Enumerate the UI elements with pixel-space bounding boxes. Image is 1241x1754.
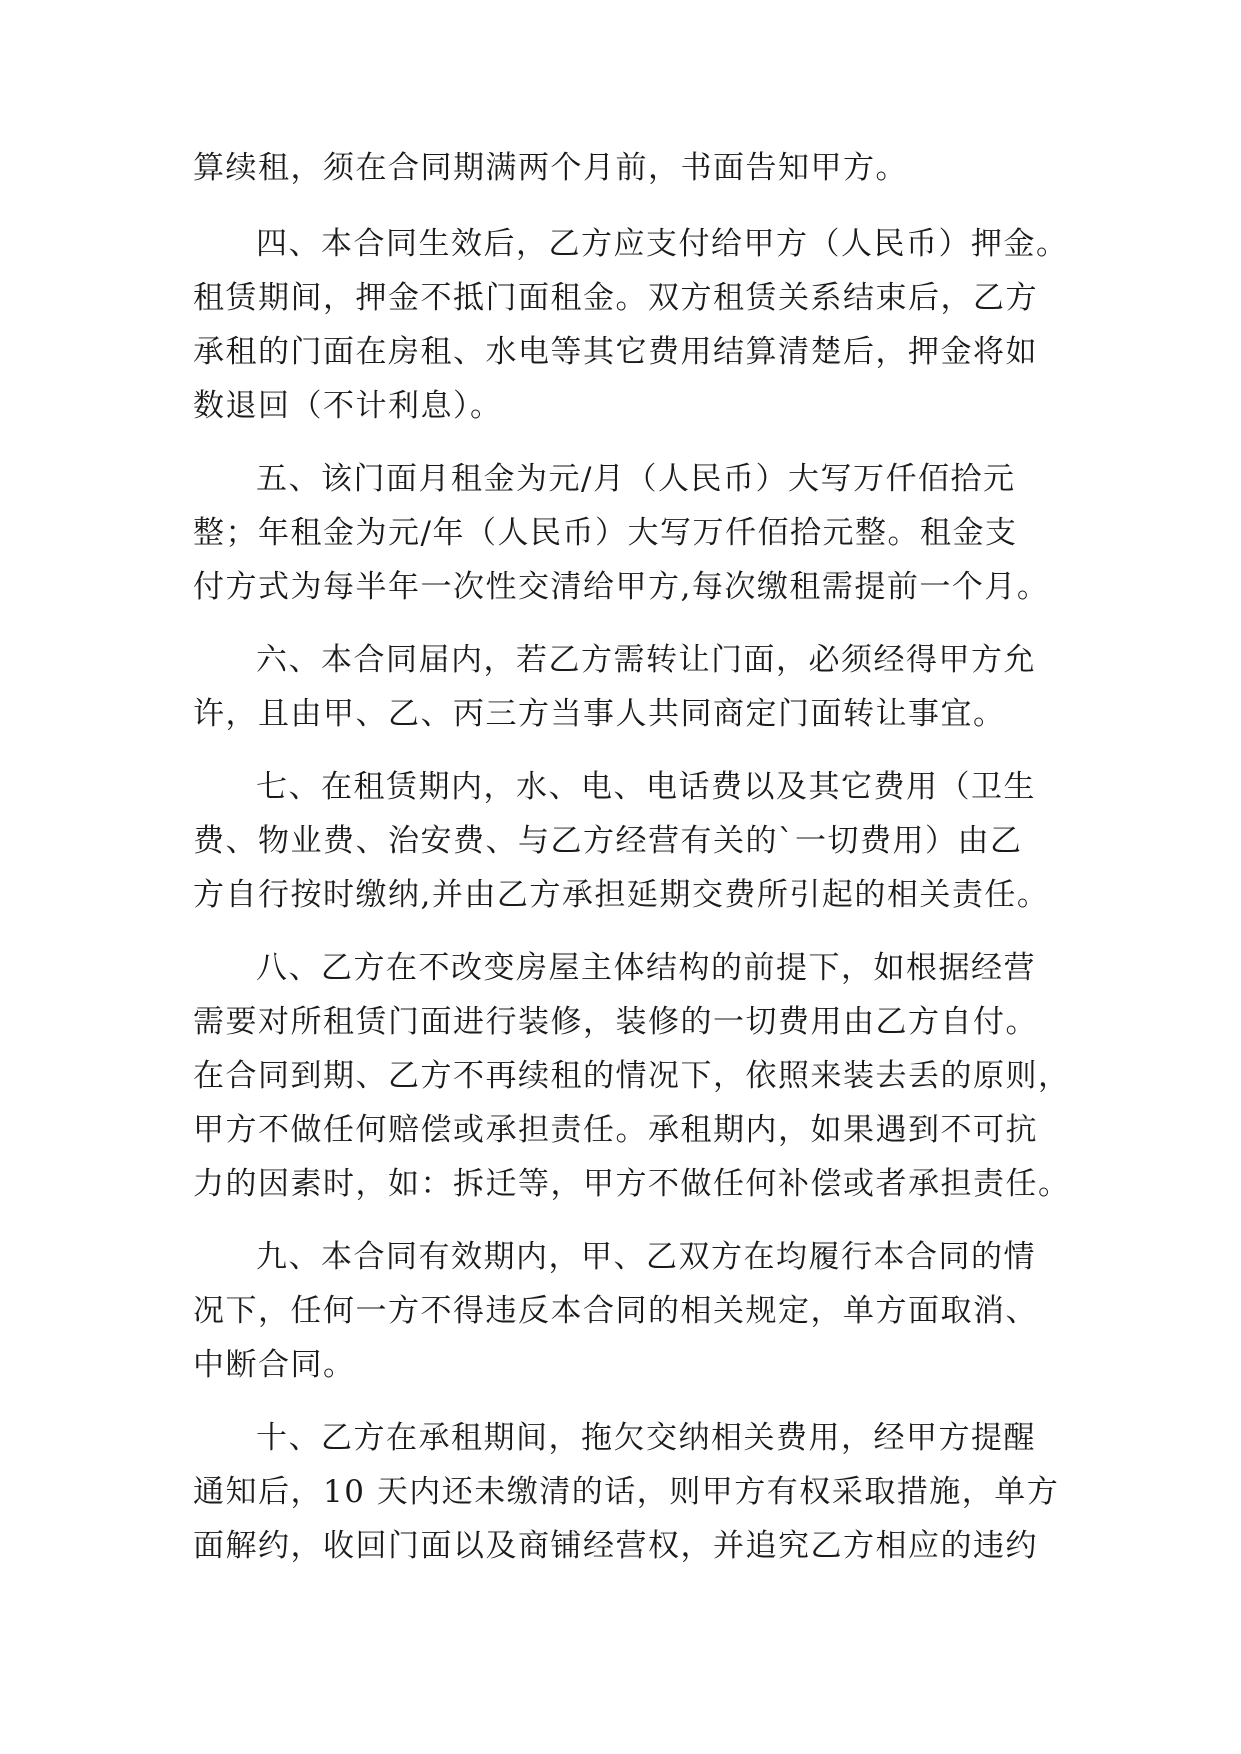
text-line: 在合同到期、乙方不再续租的情况下，依照来装去丢的原则， — [193, 1058, 1071, 1094]
text-line: 数退回（不计利息）。 — [193, 388, 503, 424]
text-line: 算续租，须在合同期满两个月前，书面告知甲方。 — [193, 150, 908, 186]
text-line: 整；年租金为元/年（人民币）大写万仟佰拾元整。租金支 — [193, 515, 1018, 551]
text-line: 十、乙方在承租期间，拖欠交纳相关费用，经甲方提醒 — [256, 1420, 1036, 1456]
text-line: 许，且由甲、乙、丙三方当事人共同商定门面转让事宜。 — [193, 696, 1006, 732]
text-line: 费、物业费、治安费、与乙方经营有关的`一切费用）由乙 — [193, 823, 1023, 859]
text-line: 需要对所租赁门面进行装修，装修的一切费用由乙方自付。 — [193, 1004, 1038, 1040]
text-line: 五、该门面月租金为元/月（人民币）大写万仟佰拾元 — [256, 461, 1016, 497]
text-line: 付方式为每半年一次性交清给甲方,每次缴租需提前一个月。 — [193, 569, 1050, 605]
text-line: 中断合同。 — [193, 1347, 356, 1383]
text-line: 甲方不做任何赔偿或承担责任。承租期内，如果遇到不可抗 — [193, 1112, 1038, 1148]
text-line: 九、本合同有效期内，甲、乙双方在均履行本合同的情 — [256, 1239, 1036, 1275]
text-line: 八、乙方在不改变房屋主体结构的前提下，如根据经营 — [256, 950, 1036, 986]
text-line: 四、本合同生效后，乙方应支付给甲方（人民币）押金。 — [256, 226, 1069, 262]
text-line: 力的因素时，如：拆迁等，甲方不做任何补偿或者承担责任。 — [193, 1166, 1071, 1202]
text-line: 通知后，10 天内还未缴清的话，则甲方有权采取措施，单方 — [193, 1474, 1060, 1510]
text-line: 七、在租赁期内，水、电、电话费以及其它费用（卫生 — [256, 769, 1036, 805]
text-line: 方自行按时缴纳,并由乙方承担延期交费所引起的相关责任。 — [193, 877, 1050, 913]
text-line: 况下，任何一方不得违反本合同的相关规定，单方面取消、 — [193, 1293, 1038, 1329]
text-line: 面解约，收回门面以及商铺经营权，并追究乙方相应的违约 — [193, 1528, 1038, 1564]
text-line: 承租的门面在房租、水电等其它费用结算清楚后，押金将如 — [193, 334, 1038, 370]
text-line: 租赁期间，押金不抵门面租金。双方租赁关系结束后，乙方 — [193, 280, 1038, 316]
text-line: 六、本合同届内，若乙方需转让门面，必须经得甲方允 — [256, 642, 1036, 678]
